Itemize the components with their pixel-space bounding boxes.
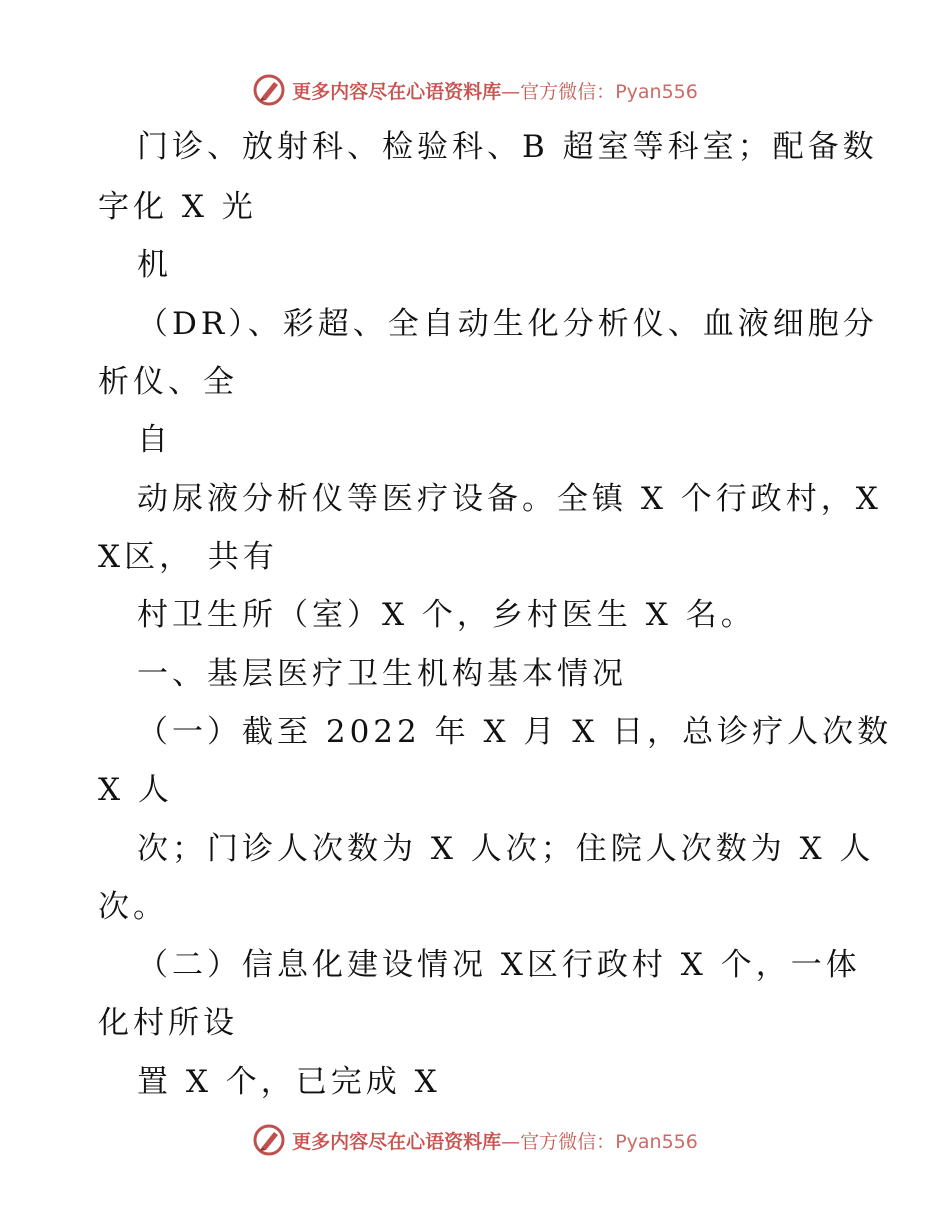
text-line: （二）信息化建设情况 X区行政村 X 个，一体: [137, 947, 861, 983]
text-line: X 人: [98, 772, 173, 808]
watermark-sub: —官方微信：: [501, 80, 616, 103]
watermark-sub: —官方微信：: [501, 1130, 616, 1153]
text-line: 析仪、全: [98, 364, 238, 400]
text-line: 次。: [98, 889, 168, 925]
pen-logo-icon: [252, 1123, 286, 1157]
text-line: X区， 共有: [98, 539, 278, 575]
text-line: 化村所设: [98, 1005, 238, 1041]
watermark-id: Pyan556: [615, 1130, 698, 1153]
text-line: 次；门诊人次数为 X 人次；住院人次数为 X 人: [137, 831, 875, 867]
watermark-text: [292, 77, 698, 104]
text-line: （一）截至 2022 年 X 月 X 日，总诊疗人次数: [137, 714, 893, 750]
text-line: 置 X 个，已完成 X: [137, 1064, 441, 1100]
pen-logo-icon: [252, 73, 286, 107]
header-watermark: [0, 70, 950, 110]
footer-watermark: [0, 1120, 950, 1160]
text-line: 机: [137, 247, 172, 283]
text-line: （DR）、彩超、全自动生化分析仪、血液细胞分: [137, 306, 878, 342]
watermark-text: [292, 1127, 698, 1154]
text-line: 村卫生所（室）X 个，乡村医生 X 名。: [137, 597, 756, 633]
watermark-main: 更多内容尽在心语资料库: [292, 1130, 502, 1153]
text-line: 门诊、放射科、检验科、B 超室等科室；配备数: [137, 129, 878, 165]
text-line: 动尿液分析仪等医疗设备。全镇 X 个行政村，X: [137, 481, 882, 517]
text-line: 字化 X 光: [98, 189, 257, 225]
watermark-main: 更多内容尽在心语资料库: [292, 80, 502, 103]
watermark-id: Pyan556: [615, 80, 698, 103]
section-heading: 一、基层医疗卫生机构基本情况: [137, 656, 627, 692]
text-line: 自: [137, 422, 172, 458]
